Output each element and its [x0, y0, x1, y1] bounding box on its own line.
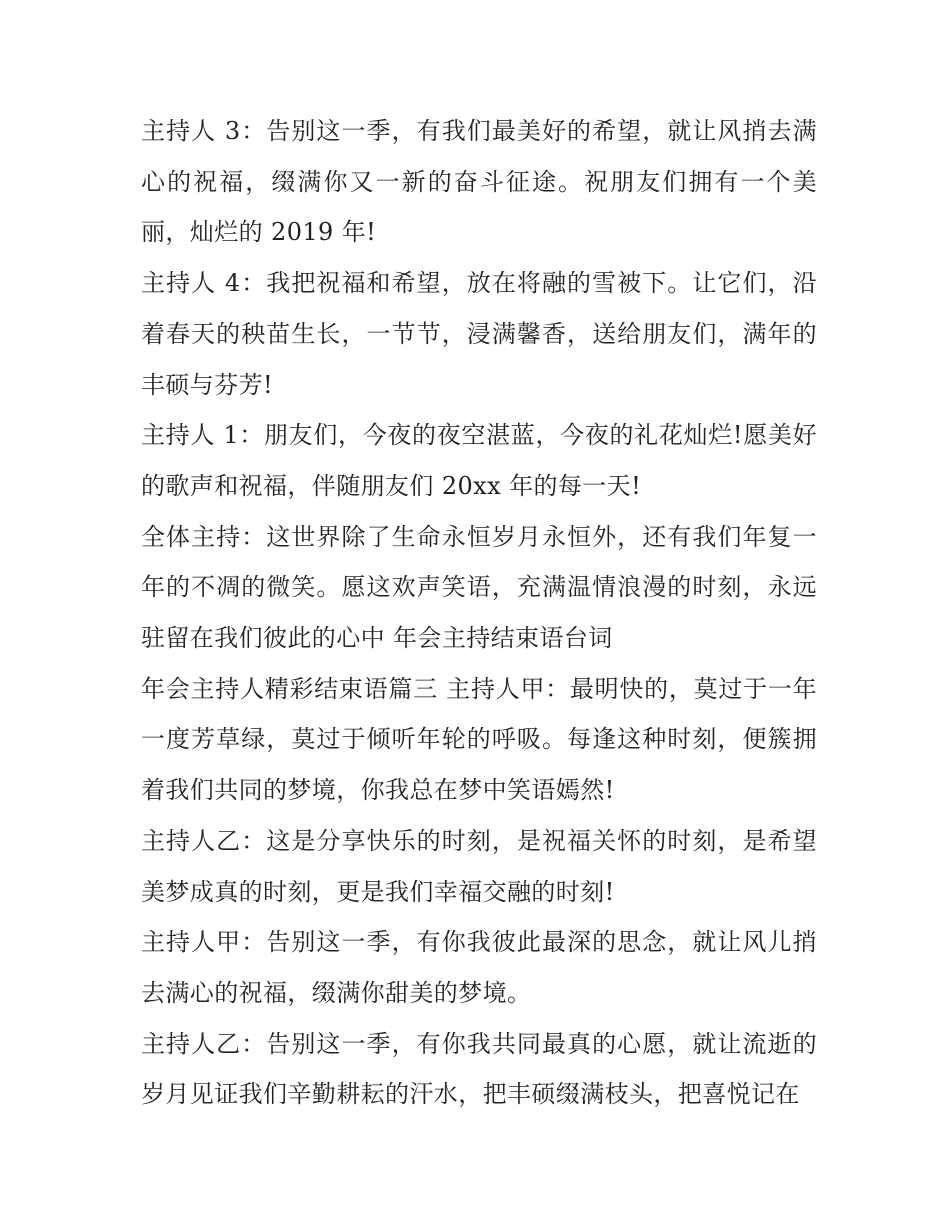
paragraph-host-4: 主持人 4：我把祝福和希望，放在将融的雪被下。让它们，沿着春天的秧苗生长，一节节，浸满馨香，送给朋友们，满年的丰硕与芬芳!	[141, 269, 817, 399]
document-body	[141, 106, 817, 1120]
paragraph-section-three-host-a: 年会主持人精彩结束语篇三 主持人甲：最明快的，莫过于一年一度芳草绿，莫过于倾听年轮的呼吸。每逢这种时刻，便簇拥着我们共同的梦境，你我总在梦中笑语嫣然!	[141, 674, 817, 805]
paragraph-host-1: 主持人 1：朋友们，今夜的夜空湛蓝，今夜的礼花灿烂!愿美好的歌声和祝福，伴随朋友们 20xx 年的每一天!	[141, 421, 817, 500]
paragraph-host-3: 主持人 3：告别这一季，有我们最美好的希望，就让风捎去满心的祝福，缀满你又一新的奋斗征途。祝朋友们拥有一个美丽，灿烂的 2019 年!	[141, 117, 817, 247]
paragraph-host-b: 主持人乙：这是分享快乐的时刻，是祝福关怀的时刻，是希望美梦成真的时刻，更是我们幸福交融的时刻!	[141, 826, 817, 906]
paragraph-all-hosts: 全体主持：这世界除了生命永恒岁月永恒外，还有我们年复一年的不凋的微笑。愿这欢声笑语，充满温情浪漫的时刻，永远驻留在我们彼此的心中 年会主持结束语台词	[141, 522, 817, 653]
paragraph-host-a: 主持人甲：告别这一季，有你我彼此最深的思念，就让风儿捎去满心的祝福，缀满你甜美的梦境。	[141, 928, 817, 1007]
paragraph-host-b-second: 主持人乙：告别这一季，有你我共同最真的心愿，就让流逝的岁月见证我们辛勤耕耘的汗水，把丰硕缀满枝头，把喜悦记在	[141, 1029, 817, 1109]
